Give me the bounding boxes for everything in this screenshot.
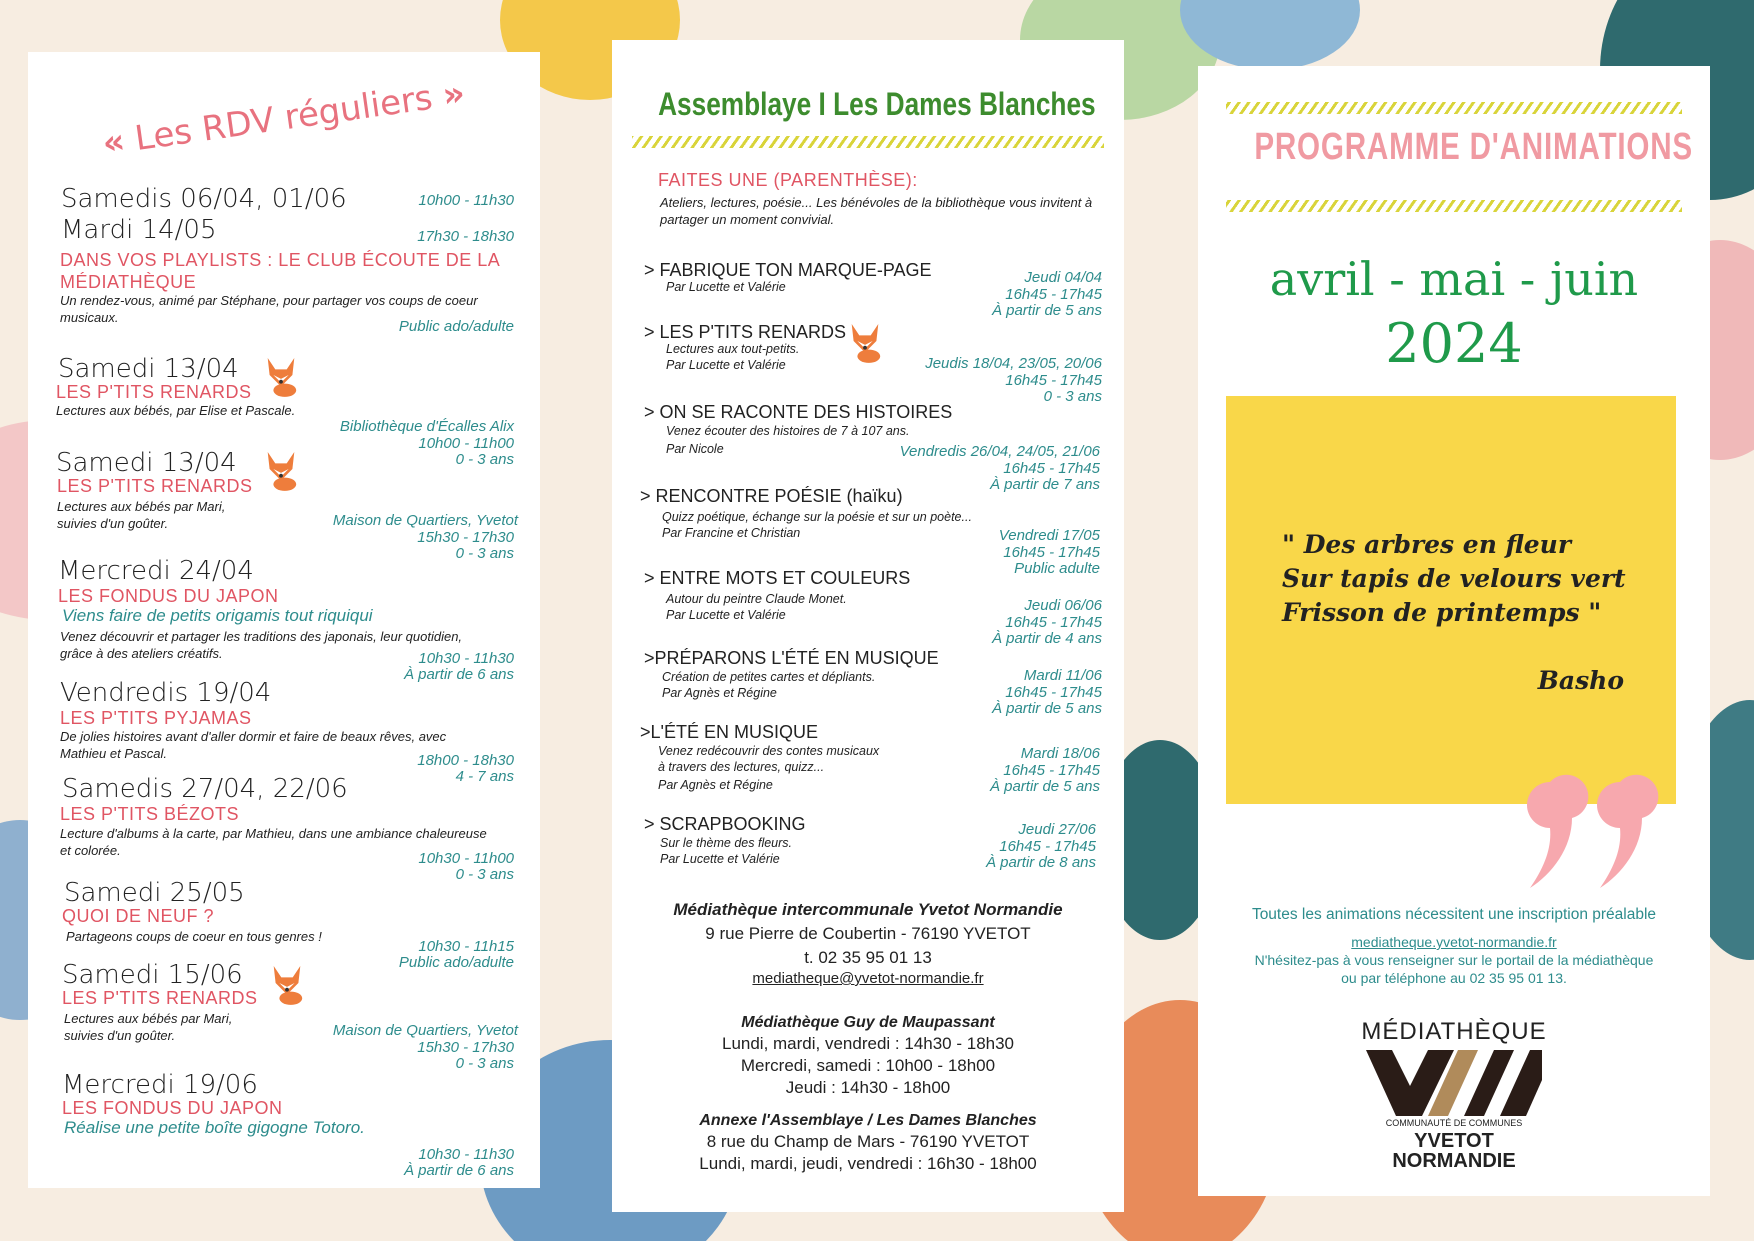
event-age: 0 - 3 ans	[455, 866, 514, 883]
quote-mark-icon	[1520, 772, 1660, 892]
section-desc: Ateliers, lectures, poésie... Les bénévoles de la bibliothèque vous invitent à partager un moment convivial.	[660, 195, 1093, 227]
event-date: Samedi 25/05	[64, 878, 245, 908]
yvetot-logo-icon	[1366, 1050, 1542, 1116]
event-time: 10h00 - 11h30	[418, 192, 514, 209]
activity-title: > ON SE RACONTE DES HISTOIRES	[644, 402, 953, 422]
activity-schedule: Vendredi 17/05 16h45 - 17h45 Public adulte	[998, 527, 1100, 577]
mediatheque-name: Médiathèque intercommunale Yvetot Normandie	[673, 900, 1063, 919]
activity-title: > ENTRE MOTS ET COULEURS	[644, 568, 911, 588]
event-place: Bibliothèque d'Écalles Alix	[339, 418, 514, 435]
fox-icon	[846, 320, 884, 364]
activity-schedule: Jeudi 04/04 16h45 - 17h45 À partir de 5 ans	[991, 269, 1102, 319]
year: 2024	[1385, 312, 1523, 375]
logo-line: NORMANDIE	[1392, 1150, 1516, 1172]
event-desc: Un rendez-vous, animé par Stéphane, pour partager vos coups de coeur musicaux.	[60, 293, 478, 325]
event-subtitle: Viens faire de petits origamis tout riquiqui	[62, 606, 373, 625]
annexe-hours: Lundi, mardi, jeudi, vendredi : 16h30 - 18h00	[699, 1154, 1037, 1173]
event-date: Mercredi 19/06	[62, 1070, 258, 1100]
mediatheque-address: 9 rue Pierre de Coubertin - 76190 YVETOT	[705, 924, 1031, 943]
event-desc: De jolies histoires avant d'aller dormir et faire de beaux rêves, avec Mathieu et Pascal.	[60, 729, 447, 761]
event-time: 18h00 - 18h30	[417, 752, 514, 769]
activity-schedule: Mardi 18/06 16h45 - 17h45 À partir de 5 ans	[989, 745, 1100, 795]
activity-title: > LES P'TITS RENARDS	[644, 322, 846, 342]
stripe-divider	[1226, 200, 1682, 212]
event-subtitle: Réalise une petite boîte gigogne Totoro.	[64, 1118, 365, 1137]
guy-hours-1: Lundi, mardi, vendredi : 14h30 - 18h30	[721, 1034, 1015, 1053]
event-age: À partir de 6 ans	[403, 666, 514, 683]
activity-by: Par Agnès et Régine	[658, 778, 773, 792]
event-title: LES P'TITS RENARDS	[56, 382, 252, 402]
event-age: 0 - 3 ans	[455, 1055, 514, 1072]
activity-title: > RENCONTRE POÉSIE (haïku)	[640, 486, 903, 506]
fox-icon	[262, 354, 300, 398]
activity-desc: Venez écouter des histoires de 7 à 107 ans.	[666, 424, 910, 438]
annexe-address: 8 rue du Champ de Mars - 76190 YVETOT	[706, 1132, 1030, 1151]
guy-hours-3: Jeudi : 14h30 - 18h00	[785, 1078, 951, 1097]
poem-author: Basho	[1537, 666, 1624, 695]
event-public: Public ado/adulte	[398, 954, 514, 971]
event-place: Maison de Quartiers, Yvetot	[332, 512, 518, 529]
activity-by: Par Lucette et Valérie	[666, 280, 786, 294]
chevron-right-icon: »	[440, 73, 468, 116]
event-date: Samedi 13/04	[58, 354, 239, 384]
event-date: Mercredi 24/04	[58, 556, 254, 586]
activity-by: Par Agnès et Régine	[662, 686, 777, 700]
event-time: 10h00 - 11h00	[418, 435, 514, 452]
event-place: Maison de Quartiers, Yvetot	[332, 1022, 518, 1039]
poem-box	[1226, 396, 1676, 804]
logo-title: MÉDIATHÈQUE	[1361, 1018, 1547, 1045]
activity-by: Par Nicole	[666, 442, 724, 456]
event-date: Samedi 15/06	[62, 960, 243, 990]
event-desc: Lectures aux bébés par Mari, suivies d'un goûter.	[64, 1011, 233, 1043]
event-title: LES FONDUS DU JAPON	[58, 586, 279, 606]
fox-icon	[268, 962, 306, 1006]
activity-desc: Autour du peintre Claude Monet.	[666, 592, 847, 606]
activity-desc: Venez redécouvrir des contes musicaux	[658, 744, 880, 758]
event-title: LES FONDUS DU JAPON	[62, 1098, 283, 1118]
event-title: LES P'TITS BÉZOTS	[60, 804, 239, 824]
activity-schedule: Jeudi 06/06 16h45 - 17h45 À partir de 4 ans	[991, 597, 1102, 647]
poem-line: Sur tapis de velours vert	[1282, 564, 1626, 593]
rdv-title: « Les RDV réguliers »	[100, 73, 468, 164]
event-time: 10h30 - 11h30	[418, 1146, 514, 1163]
activity-schedule: Jeudi 27/06 16h45 - 17h45 À partir de 8 ans	[985, 821, 1096, 871]
event-desc: Lectures aux bébés, par Elise et Pascale.	[56, 403, 296, 418]
activity-schedule: Jeudis 18/04, 23/05, 20/06 16h45 - 17h45 0 - 3 ans	[925, 355, 1102, 405]
registration-note: Toutes les animations nécessitent une inscription préalable	[1251, 906, 1657, 923]
logo-subtitle: COMMUNAUTÉ DE COMMUNES	[1385, 1118, 1523, 1128]
activity-desc: Quizz poétique, échange sur la poésie et sur un poète...	[662, 510, 972, 524]
event-time: 15h30 - 17h30	[417, 1039, 514, 1056]
rdv-panel	[28, 52, 540, 1188]
annexe-title: Annexe l'Assemblaye / Les Dames Blanches	[699, 1112, 1037, 1129]
event-desc: Lectures aux bébés par Mari, suivies d'un goûter.	[57, 499, 226, 531]
event-title: QUOI DE NEUF ?	[62, 906, 215, 926]
assemblaye-panel	[612, 40, 1124, 1212]
event-date: Samedis 27/04, 22/06	[62, 774, 348, 804]
fox-icon	[262, 448, 300, 492]
event-time: 10h30 - 11h30	[418, 650, 514, 667]
event-age: 4 - 7 ans	[455, 768, 514, 785]
event-public: Public ado/adulte	[398, 318, 514, 335]
activity-desc: Lectures aux tout-petits.	[666, 342, 800, 356]
event-title: LES P'TITS PYJAMAS	[60, 708, 252, 728]
event-desc: Lecture d'albums à la carte, par Mathieu, dans une ambiance chaleureuse et colorée.	[60, 826, 487, 858]
activity-by: Par Lucette et Valérie	[660, 852, 780, 866]
logo-line: YVETOT	[1414, 1130, 1494, 1152]
event-age: 0 - 3 ans	[455, 545, 514, 562]
activity-by: Par Francine et Christian	[662, 526, 801, 540]
programme-title: PROGRAMME D'ANIMATIONS	[1254, 126, 1693, 168]
event-date: Samedi 13/04	[56, 448, 237, 478]
stripe-divider	[1226, 102, 1682, 114]
event-time: 17h30 - 18h30	[417, 228, 514, 245]
activity-desc: Création de petites cartes et dépliants.	[662, 670, 876, 684]
event-age: À partir de 6 ans	[403, 1162, 514, 1179]
season: avril - mai - juin	[1269, 252, 1639, 306]
activity-title: > SCRAPBOOKING	[644, 814, 806, 834]
info-line: ou par téléphone au 02 35 95 01 13.	[1341, 970, 1567, 986]
activity-by: Par Lucette et Valérie	[666, 608, 786, 622]
poem-line: Frisson de printemps "	[1282, 598, 1602, 627]
guy-hours-2: Mercredi, samedi : 10h00 - 18h00	[740, 1056, 996, 1075]
event-time: 10h30 - 11h00	[418, 850, 514, 867]
event-time: 10h30 - 11h15	[418, 938, 514, 955]
chevron-left-icon: «	[100, 120, 128, 164]
activity-desc: à travers des lectures, quizz...	[658, 760, 825, 774]
event-title: LES P'TITS RENARDS	[62, 988, 258, 1008]
event-title: LES P'TITS RENARDS	[57, 476, 253, 496]
cover-panel	[1198, 66, 1710, 1196]
website-link[interactable]: mediatheque.yvetot-normandie.fr	[1351, 934, 1557, 950]
activity-title: >PRÉPARONS L'ÉTÉ EN MUSIQUE	[644, 648, 939, 668]
event-title: DANS VOS PLAYLISTS : LE CLUB ÉCOUTE DE LA	[60, 250, 501, 270]
activity-schedule: Mardi 11/06 16h45 - 17h45 À partir de 5 ans	[991, 667, 1102, 717]
event-title: MÉDIATHÈQUE	[60, 272, 197, 292]
activity-by: Par Lucette et Valérie	[666, 358, 786, 372]
event-age: 0 - 3 ans	[455, 451, 514, 468]
event-desc: Venez découvrir et partager les traditions des japonais, leur quotidien, grâce à des ateliers créatifs.	[60, 629, 463, 661]
info-line: N'hésitez-pas à vous renseigner sur le portail de la médiathèque	[1254, 952, 1654, 968]
event-date: Samedis 06/04, 01/06	[61, 184, 347, 214]
activity-schedule: Vendredis 26/04, 24/05, 21/06 16h45 - 17h45 À partir de 7 ans	[899, 443, 1100, 493]
event-date: Mardi 14/05	[61, 215, 217, 245]
activity-title: > FABRIQUE TON MARQUE-PAGE	[644, 260, 932, 280]
section-title: FAITES UNE (PARENTHÈSE):	[658, 170, 918, 190]
mediatheque-phone: t. 02 35 95 01 13	[804, 948, 932, 967]
activity-desc: Sur le thème des fleurs.	[660, 836, 793, 850]
poem-line: " Des arbres en fleur	[1282, 530, 1572, 559]
assemblaye-heading: Assemblaye I Les Dames Blanches	[658, 86, 1096, 122]
event-time: 15h30 - 17h30	[417, 529, 514, 546]
guy-maupassant-title: Médiathèque Guy de Maupassant	[741, 1014, 995, 1031]
activity-title: >L'ÉTÉ EN MUSIQUE	[640, 722, 818, 742]
event-desc: Partageons coups de coeur en tous genres !	[66, 929, 322, 944]
stripe-divider	[632, 136, 1104, 148]
mediatheque-email[interactable]: mediatheque@yvetot-normandie.fr	[752, 970, 984, 987]
event-date: Vendredis 19/04	[60, 678, 272, 708]
